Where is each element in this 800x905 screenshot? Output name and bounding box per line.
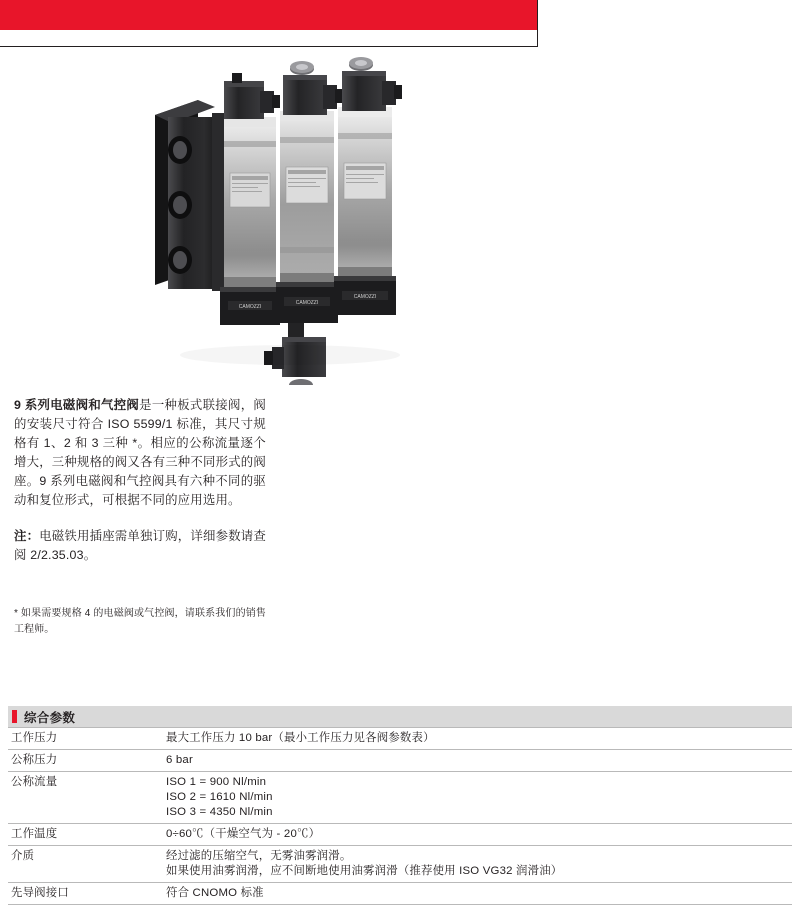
specifications-section	[8, 706, 792, 905]
table-row	[8, 824, 792, 846]
table-row	[8, 750, 792, 772]
svg-text:CAMOZZI: CAMOZZI	[353, 294, 377, 300]
specifications-header	[8, 706, 792, 727]
spec-value	[163, 883, 792, 905]
header-banner	[0, 0, 537, 30]
note-paragraph	[14, 527, 266, 565]
valve-body-3	[334, 107, 396, 315]
intro-paragraph	[14, 396, 266, 510]
header-banner-vertical-rule	[537, 0, 538, 47]
spec-value-line: 经过滤的压缩空气，无雾油雾润滑。	[166, 850, 352, 862]
note-text: 电磁铁用插座需单独订购，详细参数请查阅 2/2.35.03。	[14, 529, 266, 562]
table-row	[8, 728, 792, 750]
spec-value-line: 符合 CNOMO 标准	[166, 887, 264, 899]
valve-body-1	[220, 117, 280, 325]
footnote: * 如果需要规格 4 的电磁阀或气控阀，请联系我们的销售工程师。	[14, 608, 266, 635]
spec-label: 介质	[8, 846, 163, 883]
intro-lead: 9 系列电磁阀和气控阀	[14, 398, 140, 412]
table-row	[8, 772, 792, 824]
header-banner-white-rule	[0, 30, 537, 31]
specifications-table	[8, 727, 792, 905]
spec-label: 工作压力	[8, 728, 163, 750]
solenoid-coil-top-left	[224, 73, 280, 119]
spec-value-line: 6 bar	[166, 754, 193, 766]
product-illustration	[120, 55, 440, 385]
solenoid-coil-top-middle	[283, 61, 343, 115]
spec-label: 公称流量	[8, 772, 163, 824]
spec-value-line: 最大工作压力 10 bar（最小工作压力见各阀参数表）	[166, 732, 435, 744]
header-banner-underline	[0, 46, 538, 47]
spec-value-line: 如果使用油雾润滑，应不间断地使用油雾润滑（推荐使用 ISO VG32 润滑油）	[166, 865, 563, 877]
spec-label: 公称压力	[8, 750, 163, 772]
spec-value-line: ISO 2 = 1610 Nl/min	[166, 791, 273, 803]
solenoid-coil-top-right	[342, 57, 402, 111]
spec-value-line: 0÷60℃（干燥空气为 - 20℃）	[166, 828, 321, 840]
spec-value-line: ISO 3 = 4350 Nl/min	[166, 806, 273, 818]
manifold-block	[155, 100, 226, 291]
note-label: 注：	[14, 529, 40, 543]
specifications-title: 综合参数	[24, 710, 76, 725]
valve-body-2	[276, 111, 338, 323]
spec-label: 工作温度	[8, 824, 163, 846]
intro-body: 是一种板式联接阀，阀的安装尺寸符合 ISO 5599/1 标准，其尺寸规格有 1、2 和 3 三种 *。相应的公称流量逐个增大，三种规格的阀又各有三种不同形式的阀座。9 系列电磁阀和气控阀具有六种不同的驱动和复位形式，可根据不同的应用选用。	[14, 398, 266, 507]
spec-value	[163, 750, 792, 772]
spec-value	[163, 846, 792, 883]
table-row	[8, 883, 792, 905]
specifications-table-body	[8, 728, 792, 905]
table-row	[8, 846, 792, 883]
spec-label: 先导阀接口	[8, 883, 163, 905]
spec-value-line: ISO 1 = 900 Nl/min	[166, 776, 267, 788]
svg-text:CAMOZZI: CAMOZZI	[238, 304, 262, 310]
svg-text:CAMOZZI: CAMOZZI	[295, 300, 319, 306]
accent-bar-icon	[12, 710, 17, 723]
spec-value	[163, 824, 792, 846]
spec-value	[163, 772, 792, 824]
spec-value	[163, 728, 792, 750]
